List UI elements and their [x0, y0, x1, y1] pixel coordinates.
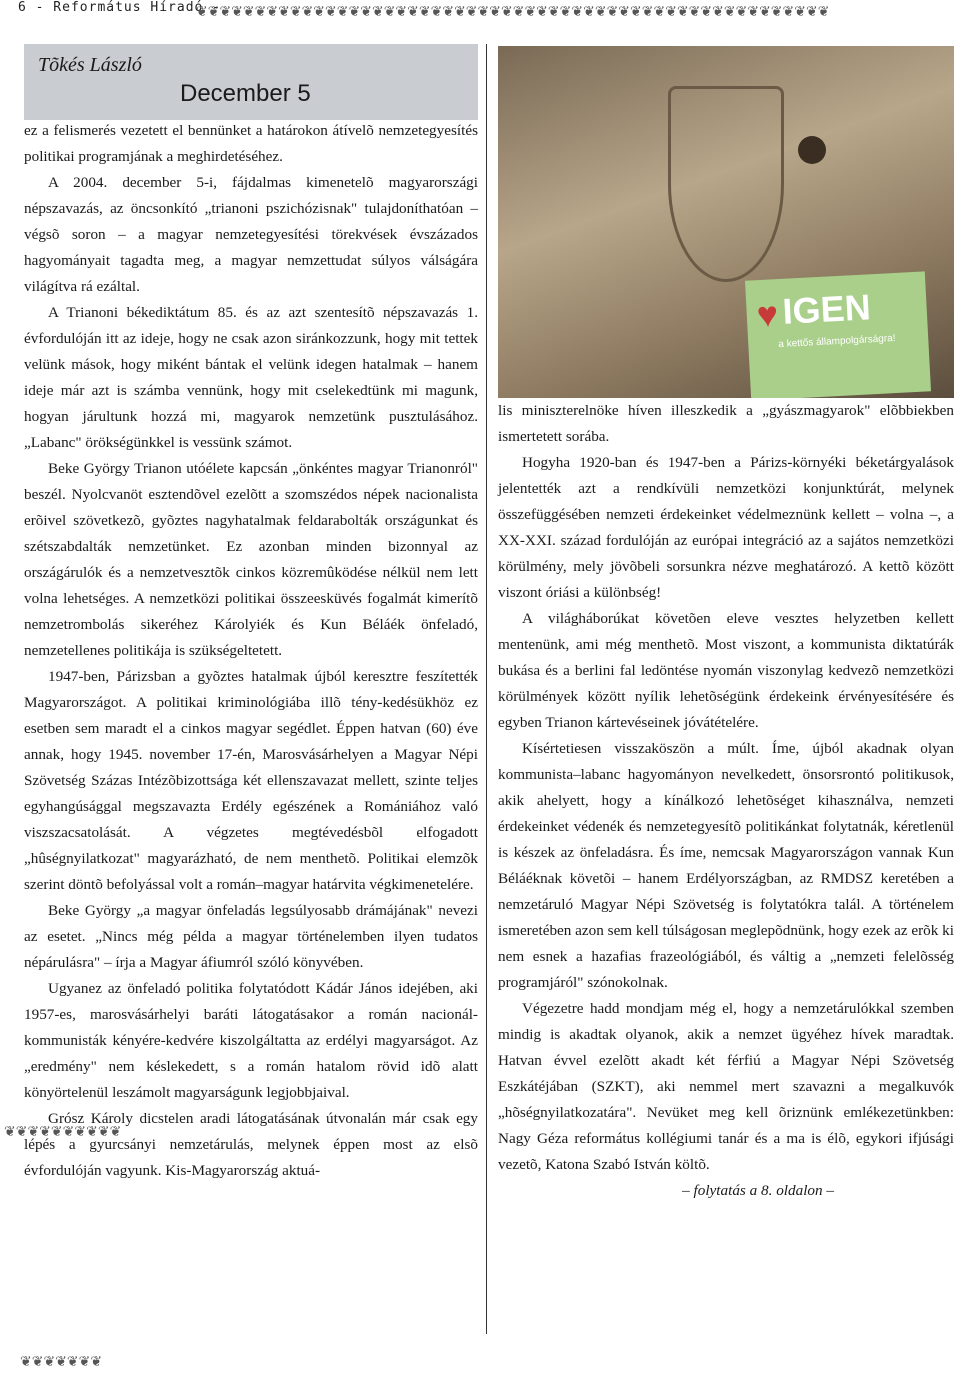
paragraph: Grósz Károly dicstelen aradi látogatásának útvonalán már csak egy lépés a gyurcsányi nemzetárulás, melynek éppen most az elsõ évfordulóján vagyunk. Kis-Magyarország aktuá-	[24, 1110, 478, 1179]
paragraph: Hogyha 1920-ban és 1947-ben a Párizs-környéki béketárgyalások jelentették azt a rendkívüli nemzetközi konjunktúrát, melynek összefüggésében nemzeti érdekeinket védelmeznünk kellett – volna –, a XX-XXI. század fordulóján az európai integráció az a sajátos nemzetközi körülmény, mely jövõbeli sorsunkra nézve meghatározó. A kettõ között viszont óriási a különbség!	[498, 454, 954, 601]
coat-of-arms-relief	[668, 86, 784, 282]
article-author: Tõkés László	[38, 54, 142, 76]
paragraph: Kísértetiesen visszaköszön a múlt. Íme, újból akadnak olyan kommunista–labanc hagyományon nevelkedett, önsorsrontó politikusok, akik ahelyett, hogy a kínálkozó lehetõséget kihasználva, nemzeti érdekeinket védenék és nemzetegyesítõ politikánkat folytatnák, kéretlenül is készek az önfeladásra. És íme, nemcsak Magyarországon vannak Kun Béláéknak követõi – hanem Erdélyországban, az RMDSZ keretében a nemzetáruló Magyar Népi Szövetség is folytatókra talál. A történelem ismeretében azon sem kell túlságosan meglepõdnünk, hogy ezek az erõk ki nem esnek a hazafias frazeológiából, és váltig a „nemzeti felelõsség programjáról" szónokolnak.	[498, 740, 954, 991]
continuation-note: – folytatás a 8. oldalon –	[682, 1182, 834, 1199]
igen-sticker	[745, 271, 931, 398]
article-title: December 5	[180, 80, 311, 107]
page-label: 6 - Református Híradó -	[18, 0, 222, 15]
left-column	[24, 118, 478, 1184]
column-divider	[486, 44, 487, 1334]
paragraph: ez a felismerés vezetett el bennünket a határokon átívelõ nemzetegyesítés politikai programjának a meghirdetéséhez.	[24, 122, 478, 165]
paragraph: A világháborúkat követõen eleve vesztes helyzetben kellett mentenünk, ami még menthetõ. Most viszont, a kommunista diktatúrák bukása és a berlini fal ledöntése nyomán viszonylag kedvezõ nemzetközi körülmények között nyílik lehetõségünk érdekeink érvényesítésére és egyben Trianon kártevéseinek jóvátételére.	[498, 610, 954, 731]
heart-icon: ♥	[755, 294, 780, 336]
paragraph: lis miniszterelnöke híven illeszkedik a „gyászmagyarok" elõbbiekben ismertetett sorába.	[498, 402, 954, 445]
paragraph: 1947-ben, Párizsban a gyõztes hatalmak újból keresztre feszítették Magyarországot. A politikai kriminológiába illõ tény-kedésükhöz ez esetben sem maradt el a cinkos magyar segédlet. Éppen hatvan (60) éve annak, hogy 1945. november 17-én, Marosvásárhelyen a Magyar Népi Szövetség Százas Intézõbizottsága két ellenszavazat mellett, szinte teljes egyhangúsággal megszavazta Erdély egészének a Romániához való viszszacsatolását. A végzetes megtévedésbõl elfogadott „hûségnyilatkozat" magyarázható, de nem menthetõ. Politikai elemzõk szerint döntõ befolyással volt a román–magyar határvita végkimenetelére.	[24, 668, 478, 893]
paragraph: A Trianoni békediktátum 85. és az azt szentesítõ népszavazás 1. évfordulóján itt az ideje, hogy ne csak azon siránkozzunk, hogy mit tettek velünk mások, hogy miként bántak el velünk idegen hatalmak – hanem ideje már azt is számba vennünk, hogy mit cselekedtünk mi magunk, hogyan járultunk hozzá mi, magyarok nemzetünk pusztulásához. „Labanc" örökségünkkel is vessünk számot.	[24, 304, 478, 451]
article-photo	[498, 46, 954, 398]
right-column	[498, 398, 954, 1204]
sticker-word: IGEN	[781, 286, 872, 332]
sticker-subtext: a kettős állampolgárságra!	[778, 333, 896, 351]
paragraph: Ugyanez az önfeladó politika folytatódott Kádár János idejében, aki 1957-es, marosvásárhelyi baráti látogatásakor a román nacionál-kommunisták kényére-kedvére kiszolgáltatta az erdélyi magyarságot. Az „eredmény" nem késlekedett, s a román hatalom rövid idõ alatt könyörtelenül leszámolt magyarságunk legjobbjaival.	[24, 980, 478, 1101]
wall-hole	[798, 136, 826, 164]
ornament-border-icon: ❦❦❦❦❦❦❦❦❦❦❦❦❦❦❦❦❦❦❦❦❦❦❦❦❦❦❦❦❦❦❦❦❦❦❦❦❦❦❦❦❦❦❦❦❦❦❦❦❦❦❦❦❦❦	[196, 5, 830, 20]
paragraph: A 2004. december 5-i, fájdalmas kimenetelõ magyarországi népszavazás, az öncsonkító „trianoni pszichózisnak" tulajdoníthatóan – végsõ soron – a magyar nemzetegyesítési törekvések évszázados hagyományait tagadta meg, a magyar nemzettudat súlyos válságára világítva rá ezáltal.	[24, 174, 478, 295]
title-box	[24, 44, 478, 120]
bottom-ornament-icon: ❦❦❦❦❦❦❦	[20, 1355, 103, 1370]
paragraph: Végezetre hadd mondjam még el, hogy a nemzetárulókkal szemben mindig is akadtak olyanok, akik a nemzet ügyéhez hívek maradtak. Hatvan évvel ezelõtt akadt két férfiú a Magyar Népi Szövetség Eszkátéjában (SZKT), aki nemmel mert szavazni a megalkuvók „hõségnyilatkozatára". Nevüket meg kell õriznünk emlékezetünkben: Nagy Géza református kollégiumi tanár és a ma is élõ, egykori ifjúsági vezetõ, Katona Szabó István költõ.	[498, 1000, 954, 1173]
paragraph: Beke György „a magyar önfeladás legsúlyosabb drámájának" nevezi az esetet. „Nincs még példa a magyar történelemben ilyen tudatos népárulásra" – írja a Magyar áfiumról szóló könyvében.	[24, 902, 478, 971]
paragraph: Beke György Trianon utóélete kapcsán „önkéntes magyar Trianonról" beszél. Nyolcvanöt esztendõvel ezelõtt a szomszédos népek nacionalista erõivel szövetkezõ, gyõztes nagyhatalmak feldarabolták országunkat és szétszabdalták nemzetünket. Ez azonban minden bizonnyal az országárulók és a nemzetvesztõk cinkos közremûködése nélkül nem lett volna lehetséges. A nemzetközi politikai összeesküvés fogalmát kimerítõ nemzetrombolás sikeréhez Károlyiék és Kun Béláék önfeladó, nemzetellenes politikája is szükségeltetett.	[24, 460, 478, 659]
side-ornament-icon: ❦❦❦❦❦❦❦❦❦❦	[4, 1125, 122, 1140]
